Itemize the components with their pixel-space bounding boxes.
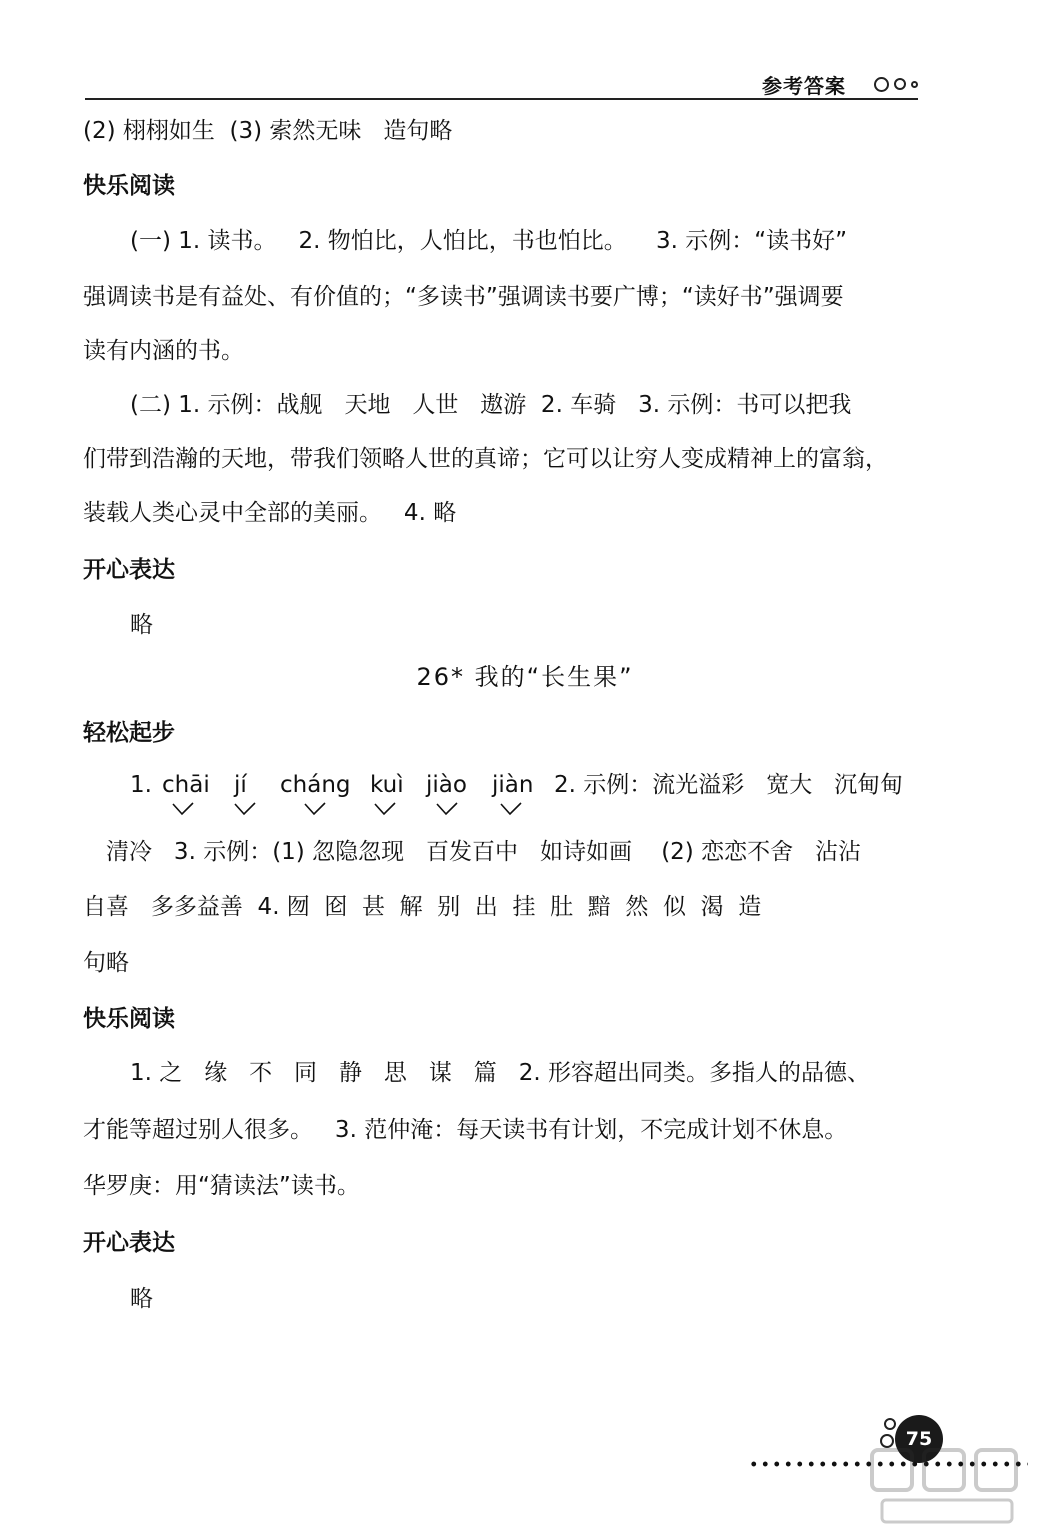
watermark-logo — [862, 1440, 1032, 1530]
check-mark-icon — [304, 802, 326, 816]
answer-line: 自喜 多多益善 4. 囫 囵 甚 解 别 出 挂 肚 黯 然 似 渴 造 — [83, 894, 762, 920]
answer-line: 强调读书是有益处、有价值的；“多读书”强调读书要广博；“读好书”强调要 — [83, 284, 844, 310]
answer-line: 读有内涵的书。 — [83, 338, 244, 364]
pinyin-item: chāi — [162, 772, 210, 798]
pinyin-item: jí — [234, 772, 247, 798]
answer-line: 略 — [130, 1286, 153, 1312]
pinyin-item: jiàn — [492, 772, 534, 798]
answer-line: 才能等超过别人很多。 3. 范仲淹：每天读书有计划，不完成计划不休息。 — [83, 1117, 848, 1143]
answer-line: 华罗庚：用“猜读法”读书。 — [83, 1173, 360, 1199]
answer-line: 清冷 3. 示例：(1) 忽隐忽现 百发百中 如诗如画 (2) 恋恋不舍 沾沾 — [106, 839, 862, 865]
check-mark-icon — [172, 802, 194, 816]
section-heading: 快乐阅读 — [83, 173, 175, 199]
header-circles-icon — [874, 76, 918, 92]
pinyin-item: cháng — [280, 772, 351, 798]
check-mark-icon — [234, 802, 256, 816]
section-heading: 快乐阅读 — [83, 1006, 175, 1032]
answer-line: 1. 之 缘 不 同 静 思 谋 篇 2. 形容超出同类。多指人的品德、 — [130, 1060, 870, 1086]
check-mark-icon — [436, 802, 458, 816]
chapter-title: 26* 我的“长生果” — [416, 663, 634, 691]
answer-line: 们带到浩瀚的天地，带我们领略人世的真谛；它可以让穷人变成精神上的富翁， — [83, 446, 888, 472]
answer-line: (2) 栩栩如生 (3) 索然无味 造句略 — [83, 118, 453, 144]
page-number-badge: 75 — [895, 1415, 943, 1463]
section-heading: 开心表达 — [83, 557, 175, 583]
header-title: 参考答案 — [762, 74, 846, 98]
answer-line: 2. 示例：流光溢彩 宽大 沉甸甸 — [554, 772, 904, 798]
pinyin-item: jiào — [426, 772, 467, 798]
answer-line: 句略 — [83, 950, 129, 976]
check-mark-icon — [500, 802, 522, 816]
answer-line: (二) 1. 示例：战舰 天地 人世 遨游 2. 车骑 3. 示例：书可以把我 — [130, 392, 852, 418]
pinyin-number: 1. — [130, 772, 152, 798]
pinyin-item: kuì — [370, 772, 404, 798]
section-heading: 轻松起步 — [83, 720, 175, 746]
answer-line: (一) 1. 读书。 2. 物怕比，人怕比，书也怕比。 3. 示例：“读书好” — [130, 228, 848, 254]
decor-circle-icon — [884, 1418, 896, 1430]
section-heading: 开心表达 — [83, 1230, 175, 1256]
page-header — [85, 70, 918, 100]
check-mark-icon — [374, 802, 396, 816]
answer-line: 装载人类心灵中全部的美丽。 4. 略 — [83, 500, 457, 526]
answer-line: 略 — [130, 612, 153, 638]
